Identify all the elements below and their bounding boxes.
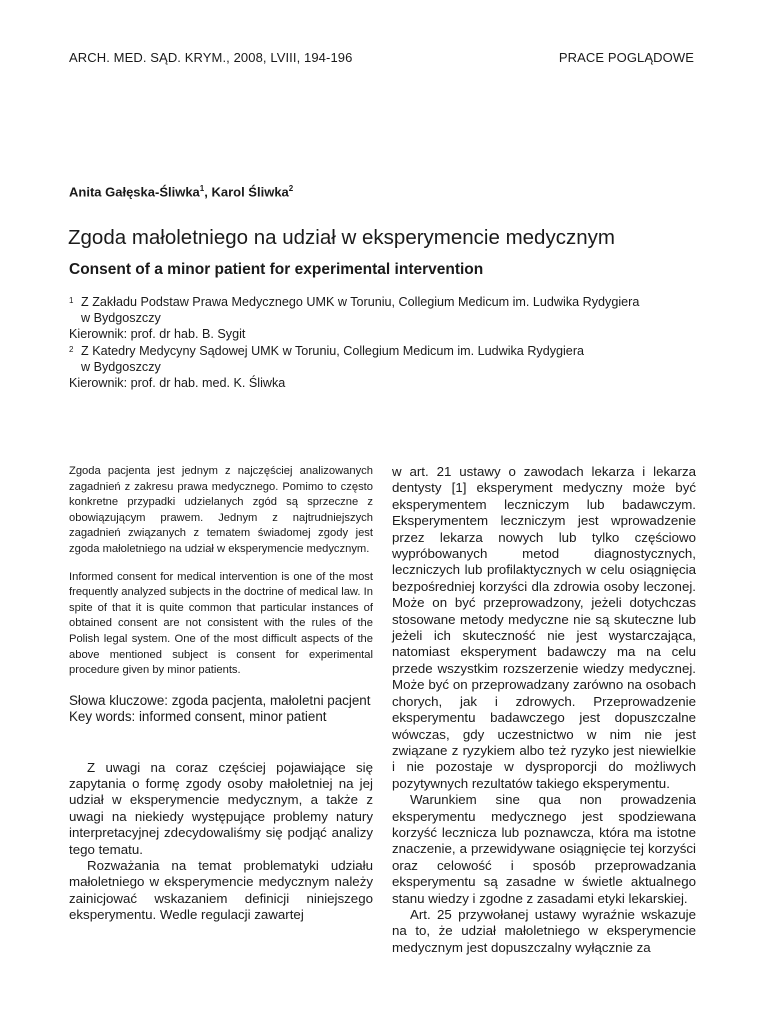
- affiliation-number: 2: [69, 344, 74, 354]
- keywords-english: Key words: informed consent, minor patient: [69, 709, 327, 725]
- author-affiliation-mark: 2: [288, 184, 294, 193]
- abstract-polish: Zgoda pacjenta jest jednym z najczęściej analizowanych zagadnień z zakresu prawa medycznego. Pomimo to często konkretne przypadki udzielanych zgód są sprzeczne z obowiązującym prawem. Jednym z najtrudniejszych zagadnień związanych z tematem świadomej zgody jest zgoda małoletniego na udział w eksperymencie medycznym.: [69, 465, 373, 555]
- affiliation-head: Kierownik: prof. dr hab. B. Sygit: [69, 327, 246, 342]
- affiliation: [69, 294, 708, 310]
- affiliation-number: 1: [69, 296, 74, 305]
- journal-citation: ARCH. MED. SĄD. KRYM., 2008, LVIII, 194-196: [69, 50, 353, 65]
- author-name: Anita Gałęska-Śliwka: [69, 184, 200, 200]
- running-header: [69, 50, 694, 65]
- affiliation-line: w Bydgoszczy: [81, 311, 161, 326]
- title-english: Consent of a minor patient for experimental intervention: [69, 261, 484, 278]
- left-column: [69, 464, 373, 924]
- introduction: [69, 760, 373, 924]
- keywords-polish: Słowa kluczowe: zgoda pacjenta, małoletni pacjent: [69, 692, 371, 708]
- affiliation: [69, 343, 708, 359]
- body-paragraph: Art. 25 przywołanej ustawy wyraźnie wskazuje na to, że udział małoletniego w eksperymencie medycznym jest dopuszczalny wyłącznie za: [392, 906, 696, 955]
- affiliation-line: w Bydgoszczy: [81, 359, 161, 374]
- body-paragraph: Z uwagi na coraz częściej pojawiające się zapytania o formę zgody osoby małoletniej na jej udział w eksperymencie medycznym, a także z uwagi na niekiedy występujące problemy natury interpretacyjnej zdecydowaliśmy się podjąć analizy tego tematu.: [69, 759, 373, 857]
- abstract-english: Informed consent for medical intervention is one of the most frequently analyzed subjects in the doctrine of medical law. In spite of that it is quite common that particular instances of obtained consent are not consistent with the rules of the Polish legal system. One of the most difficult aspects of the above mentioned subject is consent for experimental procedure given by minor patients.: [69, 570, 373, 677]
- author-name: Karol Śliwka: [211, 184, 289, 200]
- title-polish: Zgoda małoletniego na udział w eksperymencie medycznym: [68, 226, 615, 249]
- affiliation-head: Kierownik: prof. dr hab. med. K. Śliwka: [69, 376, 286, 391]
- author-line: [69, 184, 293, 199]
- body-paragraph: Warunkiem sine qua non prowadzenia eksperymentu medycznego jest spodziewana korzyść lecznicza lub poznawcza, która ma istotne znaczenie, a przewidywane osiągnięcie tej korzyści oraz celowość i sposób przeprowadzania eksperymentu są zasadne w świetle aktualnego stanu wiedzy i zgodne z zasadami etyki lekarskiej.: [392, 792, 696, 906]
- author-affiliation-mark: 1: [199, 184, 205, 193]
- author-separator: ,: [204, 184, 212, 200]
- affiliations: [69, 294, 708, 391]
- body-paragraph: Rozważania na temat problematyki udziału małoletniego w eksperymencie medycznym należy zainicjować wskazaniem definicji niniejszego eksperymentu. Wedle regulacji zawartej: [69, 857, 373, 923]
- section-label: PRACE POGLĄDOWE: [558, 50, 694, 65]
- body-paragraph: w art. 21 ustawy o zawodach lekarza i lekarza dentysty [1] eksperyment medyczny może być eksperymentem leczniczym lub badawczym. Eksperymentem leczniczym jest wprowadzenie przez lekarza nowych lub tylko częściowo wypróbowanych metod diagnostycznych, leczniczych lub profilaktycznych w celu osiągnięcia bezpośredniej korzyści dla zdrowia osoby leczonej. Może on być przeprowadzony, jeżeli dotychczas stosowane metody medyczne nie są skuteczne lub jeżeli ich skuteczność nie jest wystarczająca, natomiast eksperyment badawczy ma na celu przede wszystkim rozszerzenie wiedzy medycznej. Może być on przeprowadzany zarówno na osobach chorych, jak i zdrowych. Przeprowadzenie eksperymentu badawczego jest dopuszczalne wówczas, gdy uczestnictwo w nim nie jest związane z ryzykiem albo też ryzyko jest niewielkie i nie pozostaje w dysproporcji do możliwych pozytywnych rezultatów takiego eksperymentu.: [392, 464, 696, 791]
- right-column: [392, 464, 696, 956]
- affiliation-line: Z Zakładu Podstaw Prawa Medycznego UMK w Toruniu, Collegium Medicum im. Ludwika Rydygiera: [81, 295, 640, 309]
- keywords: [69, 693, 373, 726]
- affiliation-line: Z Katedry Medycyny Sądowej UMK w Toruniu, Collegium Medicum im. Ludwika Rydygiera: [81, 343, 585, 358]
